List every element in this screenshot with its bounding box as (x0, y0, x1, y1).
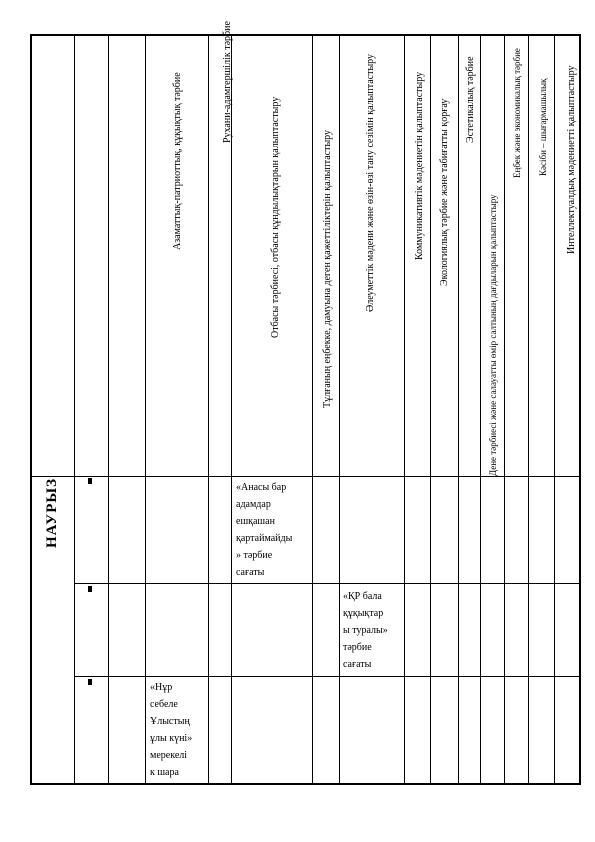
event-line: ұлы күні» (150, 733, 193, 744)
event-line: «ҚР бала (343, 591, 382, 602)
event-line: к шара (150, 767, 179, 778)
column-divider (208, 34, 209, 785)
table-bottom-border (30, 783, 581, 785)
row-marker (88, 679, 92, 685)
table-top-border (30, 34, 581, 36)
event-line: мерекелі (150, 750, 188, 761)
column-divider (108, 34, 109, 785)
column-divider (458, 34, 459, 785)
header-personal-development: Тұлғаның еңбекке, дамуына деген қажеттіліктерін қалыптастыру (322, 129, 333, 408)
row-marker (88, 586, 92, 592)
event-line: тәрбие (343, 642, 372, 653)
event-line: Ұлыстың (150, 716, 190, 727)
event-line: адамдар (236, 499, 271, 510)
event-cell (343, 588, 403, 673)
month-label: НАУРЫЗ (44, 478, 60, 548)
row-marker (88, 478, 92, 484)
header-labor-economic: Еңбек және экономикалық тәрбие (512, 48, 522, 178)
header-family-values: Отбасы тәрбиесі, отбасы құндылықтарын қалыптастыру (270, 96, 281, 338)
header-social-cultural: Әлеуметтік мәдени және өзін-өзі тану сезімін қалыптастыру (365, 53, 376, 312)
table-right-border (579, 34, 581, 785)
header-spiritual-moral: Рухани-адамгершілік тәрбие (222, 21, 233, 143)
event-line: сағаты (236, 567, 265, 578)
column-divider (312, 34, 313, 785)
column-divider (528, 34, 529, 785)
event-line: қартаймайды (236, 533, 293, 544)
table-left-border (30, 34, 32, 785)
column-divider (74, 34, 75, 785)
header-aesthetic: Эстетикалық тәрбие (465, 56, 476, 143)
header-row-divider (30, 476, 581, 477)
event-line: себеле (150, 699, 178, 710)
column-divider (404, 34, 405, 785)
column-divider (554, 34, 555, 785)
event-line: құқықтар (343, 608, 384, 619)
column-divider (480, 34, 481, 785)
event-cell (150, 679, 207, 781)
header-physical-health: Дене тәрбиесі және салауатты өмір салтының дағдыларын қалыптастыру (488, 194, 498, 476)
column-divider (430, 34, 431, 785)
event-line: «Нұр (150, 682, 173, 693)
header-civic-patriotic: Азаматтық-патриоттық, құқықтық тәрбие (172, 72, 183, 250)
event-line: ы туралы» (343, 625, 388, 636)
header-ecological: Экологиялық тәрбие және табиғатты қорғау (439, 98, 450, 286)
column-divider (504, 34, 505, 785)
event-line: «Анасы бар (236, 482, 287, 493)
header-professional-creative: Кәсіби – шығармашылық (538, 78, 548, 176)
event-cell (236, 479, 310, 581)
header-intellectual-culture: Интеллектуалдық мәдениетті қалыптастыру (566, 65, 577, 254)
event-line: » тәрбие (236, 550, 273, 561)
column-divider (231, 34, 232, 785)
header-communicative-culture: Коммуникативтік мәдениетін қалыптастыру (414, 71, 425, 260)
event-line: сағаты (343, 659, 372, 670)
column-divider (339, 34, 340, 785)
column-divider (145, 34, 146, 785)
event-line: ешқашан (236, 516, 275, 527)
